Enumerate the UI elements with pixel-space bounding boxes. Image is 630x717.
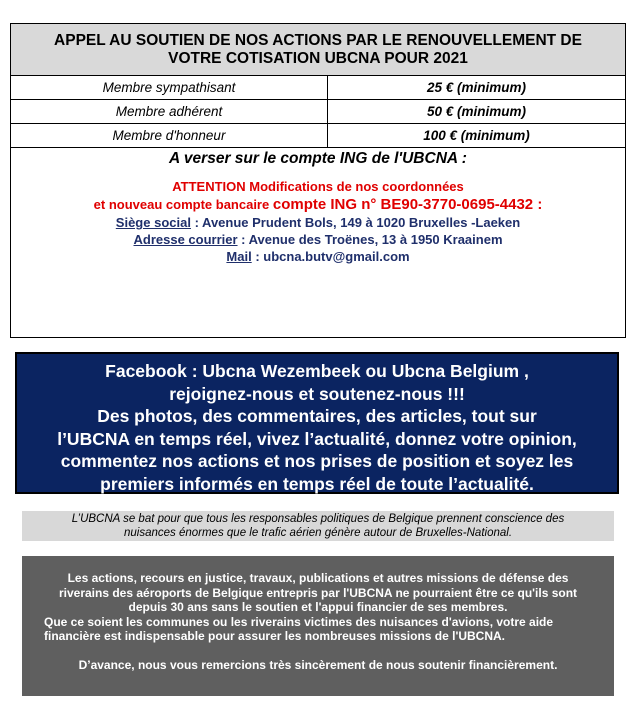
facebook-line: rejoignez-nous et soutenez-nous !!! <box>169 383 465 404</box>
payment-heading: A verser sur le compte ING de l'UBCNA : <box>169 150 467 167</box>
support-line: Les actions, recours en justice, travaux, publications et autres missions de défense des <box>67 571 569 585</box>
support-line: depuis 30 ans sans le soutien et l'appui financier de ses membres. <box>128 600 508 614</box>
notice-line-1: L’UBCNA se bat pour que tous les responsables politiques de Belgique prennent conscience des <box>71 513 565 525</box>
membership-box <box>10 23 626 338</box>
facebook-line: l’UBCNA en temps réel, vivez l’actualité, donnez votre opinion, <box>57 428 577 449</box>
membership-amount: 25 € (minimum) <box>328 76 626 100</box>
facebook-line: premiers informés en temps réel de toute l’actualité. <box>100 473 534 494</box>
thanks-line: D’avance, nous vous remercions très sincèrement de nous soutenir financièrement. <box>78 657 558 672</box>
facebook-line: Facebook : Ubcna Wezembeek ou Ubcna Belgium , <box>105 361 529 381</box>
facebook-banner <box>15 352 619 494</box>
membership-table <box>11 76 625 148</box>
page-title <box>11 24 625 76</box>
membership-label: Membre d'honneur <box>11 124 328 148</box>
membership-label: Membre adhérent <box>11 100 328 124</box>
mail-label: Mail <box>226 249 252 264</box>
membership-amount: 100 € (minimum) <box>328 124 626 148</box>
attention-notice <box>11 178 625 214</box>
notice-strip <box>22 511 614 541</box>
table-row <box>11 100 625 124</box>
notice-line-2: nuisances énormes que le trafic aérien génère autour de Bruxelles-National. <box>123 527 513 539</box>
membership-label: Membre sympathisant <box>11 76 328 100</box>
attention-line-1: ATTENTION Modifications de nos coordonnées <box>172 179 464 194</box>
support-box <box>22 556 614 696</box>
siege-social-value: : Avenue Prudent Bols, 149 à 1020 Bruxelles -Laeken <box>194 215 521 230</box>
facebook-line: commentez nos actions et nos prises de position et soyez les <box>60 451 574 471</box>
siege-social-label: Siège social <box>115 215 191 230</box>
courrier-label: Adresse courrier <box>133 232 238 247</box>
table-row <box>11 124 625 148</box>
support-paragraph-1 <box>22 571 614 615</box>
title-line-2: VOTRE COTISATION UBCNA POUR 2021 <box>168 49 468 67</box>
courrier-line <box>11 231 625 248</box>
attention-line-2 <box>11 196 625 214</box>
bank-account: compte ING n° BE90-3770-0695-4432 : <box>272 196 543 213</box>
mail-value[interactable]: : ubcna.butv@gmail.com <box>255 249 410 264</box>
mail-line <box>11 248 625 265</box>
courrier-value: : Avenue des Troënes, 13 à 1950 Kraainem <box>241 232 503 247</box>
support-paragraph-2 <box>44 615 614 644</box>
attention-line-2-prefix: et nouveau compte bancaire <box>93 197 270 212</box>
support-line: financière est indispensable pour assurer les nombreuses missions de l'UBCNA. <box>44 629 505 643</box>
siege-social-line <box>11 214 625 231</box>
facebook-line: Des photos, des commentaires, des articles, tout sur <box>97 406 537 426</box>
table-row <box>11 76 625 100</box>
support-line: Que ce soient les communes ou les riverains victimes des nuisances d'avions, votre aide <box>44 614 554 629</box>
address-block <box>11 214 625 265</box>
title-line-1: APPEL AU SOUTIEN DE NOS ACTIONS PAR LE RENOUVELLEMENT DE <box>54 31 582 49</box>
membership-amount: 50 € (minimum) <box>328 100 626 124</box>
support-line: riverains des aéroports de Belgique entrepris par l'UBCNA ne pourraient être ce qu'ils sont <box>58 585 578 600</box>
